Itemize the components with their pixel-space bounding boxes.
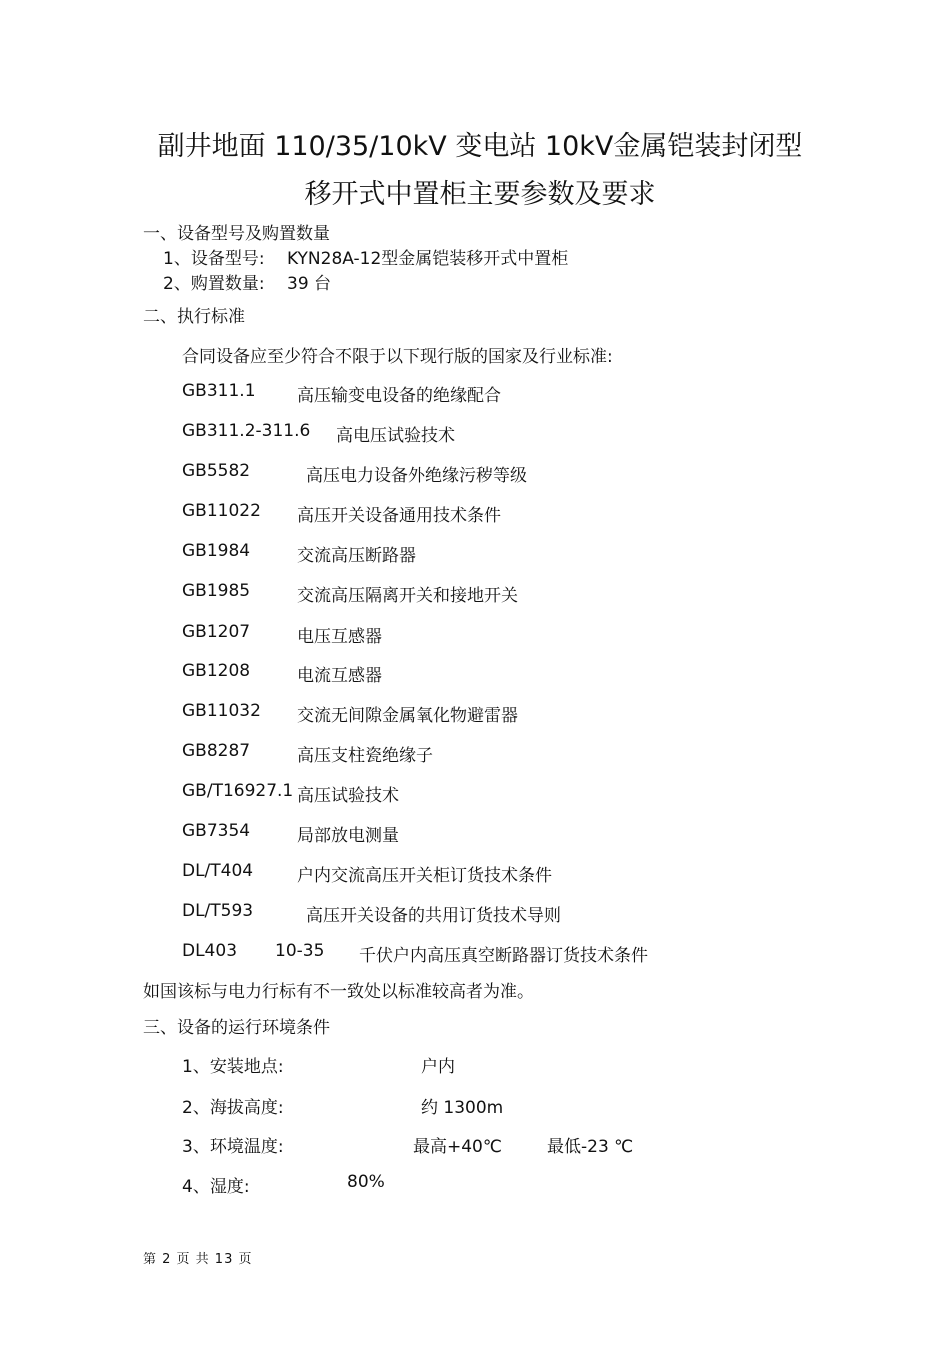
section3-heading: 三、设备的运行环境条件: [143, 1018, 330, 1038]
quantity-label: 2、购置数量:: [163, 274, 265, 294]
standard-code: DL/T593: [182, 901, 254, 921]
document-title-line1: 副井地面 110/35/10kV 变电站 10kV金属铠装封闭型: [157, 131, 803, 162]
standard-code: GB11032: [182, 701, 261, 721]
env-label-altitude: 2、海拔高度:: [182, 1098, 284, 1118]
env-value-temp-max: 最高+40℃: [413, 1137, 502, 1157]
standard-name: 交流高压断路器: [297, 546, 416, 566]
standard-code: GB1984: [182, 541, 251, 561]
standard-name: 交流高压隔离开关和接地开关: [297, 586, 518, 606]
standard-code: DL403: [182, 941, 238, 961]
standard-range: 10-35: [275, 941, 325, 961]
standard-name: 高压开关设备的共用订货技术导则: [306, 906, 561, 926]
standard-name: 电流互感器: [297, 666, 382, 686]
quantity-value: 39 台: [287, 274, 332, 294]
standard-name: 高压输变电设备的绝缘配合: [297, 386, 501, 406]
section2-heading: 二、执行标准: [143, 307, 245, 327]
standard-code: GB1985: [182, 581, 251, 601]
standard-code: GB311.2-311.6: [182, 421, 311, 441]
env-label-humidity: 4、湿度:: [182, 1177, 250, 1197]
standard-code: GB1208: [182, 661, 251, 681]
env-label-location: 1、安装地点:: [182, 1057, 284, 1077]
env-label-temperature: 3、环境温度:: [182, 1137, 284, 1157]
env-value-altitude: 约 1300m: [421, 1098, 504, 1118]
standards-intro: 合同设备应至少符合不限于以下现行版的国家及行业标准:: [182, 347, 613, 367]
standard-name: 电压互感器: [297, 627, 382, 647]
section1-heading: 一、设备型号及购置数量: [143, 224, 330, 244]
standard-code: GB1207: [182, 622, 251, 642]
standard-code: GB/T16927.1: [182, 781, 294, 801]
standard-code: GB311.1: [182, 381, 256, 401]
standard-name: 千伏户内高压真空断路器订货技术条件: [359, 946, 648, 966]
standard-name: 户内交流高压开关柜订货技术条件: [297, 866, 552, 886]
page-footer: 第 2 页 共 13 页: [143, 1252, 253, 1267]
standard-name: 局部放电测量: [297, 826, 399, 846]
model-value: KYN28A-12型金属铠装移开式中置柜: [287, 249, 569, 269]
standard-name: 高压电力设备外绝缘污秽等级: [306, 466, 527, 486]
document-title-line2: 移开式中置柜主要参数及要求: [304, 179, 656, 210]
standard-code: DL/T404: [182, 861, 254, 881]
standard-name: 高压支柱瓷绝缘子: [297, 746, 433, 766]
env-value-location: 户内: [421, 1057, 455, 1077]
standard-name: 高电压试验技术: [336, 426, 455, 446]
env-value-temp-min: 最低-23 ℃: [547, 1137, 634, 1157]
model-label: 1、设备型号:: [163, 249, 265, 269]
standards-note: 如国该标与电力行标有不一致处以标准较高者为准。: [143, 982, 534, 1002]
standard-name: 高压开关设备通用技术条件: [297, 506, 501, 526]
standard-name: 高压试验技术: [297, 786, 399, 806]
env-value-humidity: 80%: [347, 1172, 385, 1192]
standard-name: 交流无间隙金属氧化物避雷器: [297, 706, 518, 726]
standard-code: GB8287: [182, 741, 251, 761]
standard-code: GB5582: [182, 461, 251, 481]
standard-code: GB11022: [182, 501, 261, 521]
standard-code: GB7354: [182, 821, 251, 841]
